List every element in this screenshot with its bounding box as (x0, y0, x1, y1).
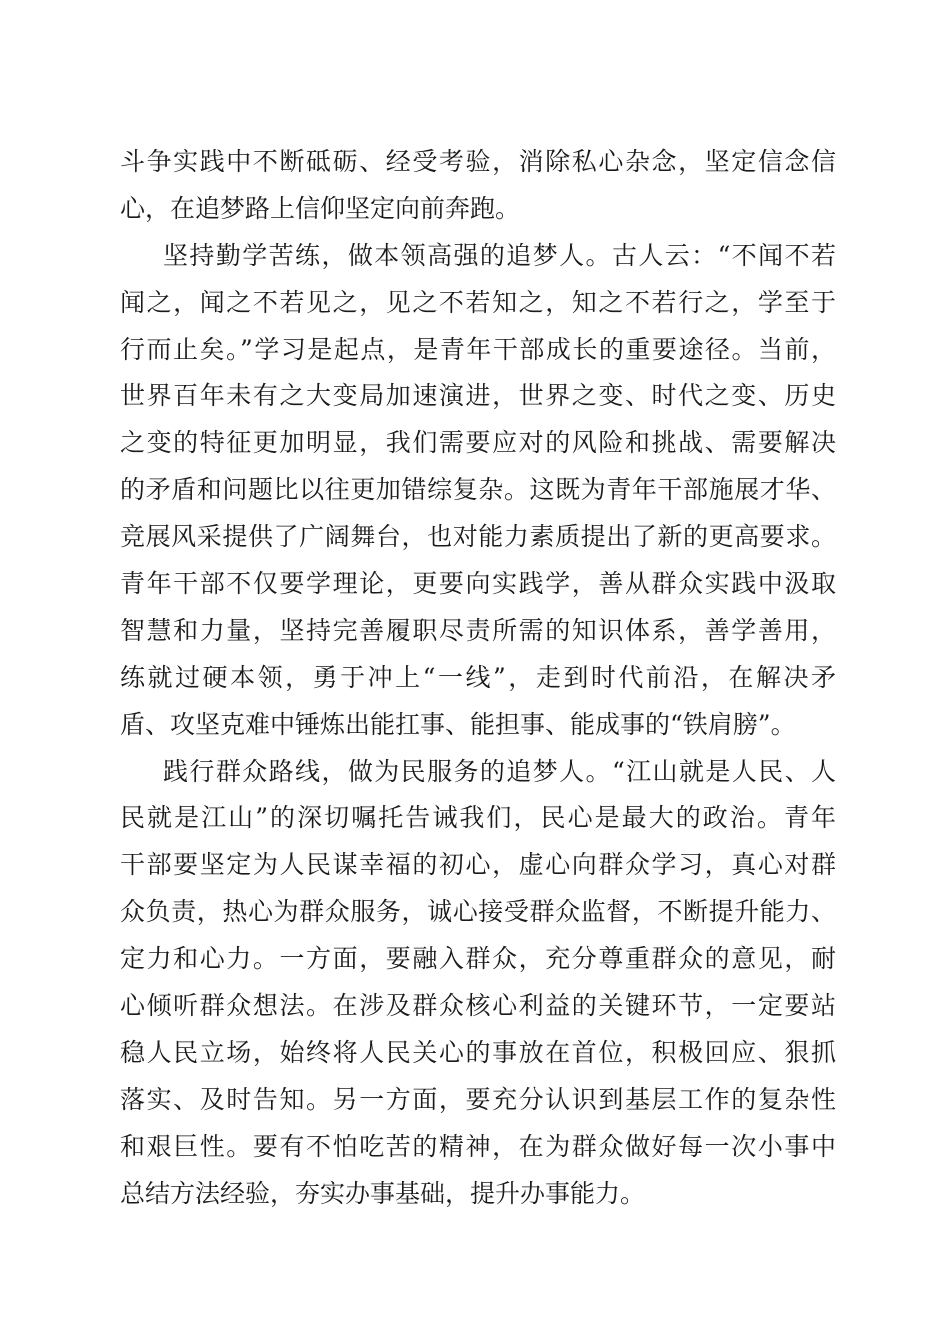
paragraph-3 (120, 749, 836, 1218)
text-line: 斗争实践中不断砥砺、经受考验，消除私心杂念，坚定信念信 (120, 147, 836, 176)
text-line: 之变的特征更加明显，我们需要应对的风险和挑战、需要解决 (120, 428, 836, 458)
paragraph-1 (120, 139, 836, 233)
text-line: 民就是江山”的深切嘱托告诫我们，民心是最大的政治。青年 (120, 803, 836, 833)
text-line: 和艰巨性。要有不怕吃苦的精神，在为群众做好每一次小事中 (120, 1131, 836, 1161)
text-line: 众负责，热心为群众服务，诚心接受群众监督，不断提升能力、 (120, 897, 836, 927)
text-line: 智慧和力量，坚持完善履职尽责所需的知识体系，善学善用， (120, 615, 836, 645)
text-line: 定力和心力。一方面，要融入群众，充分尊重群众的意见，耐 (120, 944, 836, 974)
text-line: 践行群众路线，做为民服务的追梦人。“江山就是人民、人 (163, 756, 836, 786)
text-line: 心倾听群众想法。在涉及群众核心利益的关键环节，一定要站 (120, 991, 836, 1021)
text-line: 练就过硬本领，勇于冲上“一线”，走到时代前沿，在解决矛 (120, 662, 836, 692)
text-line: 干部要坚定为人民谋幸福的初心，虚心向群众学习，真心对群 (120, 850, 836, 880)
text-line: 落实、及时告知。另一方面，要充分认识到基层工作的复杂性 (120, 1084, 836, 1114)
document-body (120, 139, 836, 1217)
text-line: 青年干部不仅要学理论，更要向实践学，善从群众实践中汲取 (120, 569, 836, 599)
text-line: 行而止矣。”学习是起点，是青年干部成长的重要途径。当前， (120, 334, 836, 364)
text-line: 稳人民立场，始终将人民关心的事放在首位，积极回应、狠抓 (120, 1037, 836, 1067)
paragraph-2 (120, 233, 836, 749)
text-line: 盾、攻坚克难中锤炼出能扛事、能担事、能成事的“铁肩膀”。 (120, 709, 796, 739)
text-line: 心，在追梦路上信仰坚定向前奔跑。 (120, 193, 521, 223)
text-line: 总结方法经验，夯实办事基础，提升办事能力。 (120, 1178, 646, 1208)
text-line: 竞展风采提供了广阔舞台，也对能力素质提出了新的更高要求。 (120, 522, 836, 552)
text-line: 世界百年未有之大变局加速演进，世界之变、时代之变、历史 (120, 381, 836, 411)
text-line: 坚持勤学苦练，做本领高强的追梦人。古人云：“不闻不若 (163, 240, 836, 270)
text-line: 的矛盾和问题比以往更加错综复杂。这既为青年干部施展才华、 (120, 475, 836, 505)
text-line: 闻之，闻之不若见之，见之不若知之，知之不若行之，学至于 (120, 287, 836, 317)
